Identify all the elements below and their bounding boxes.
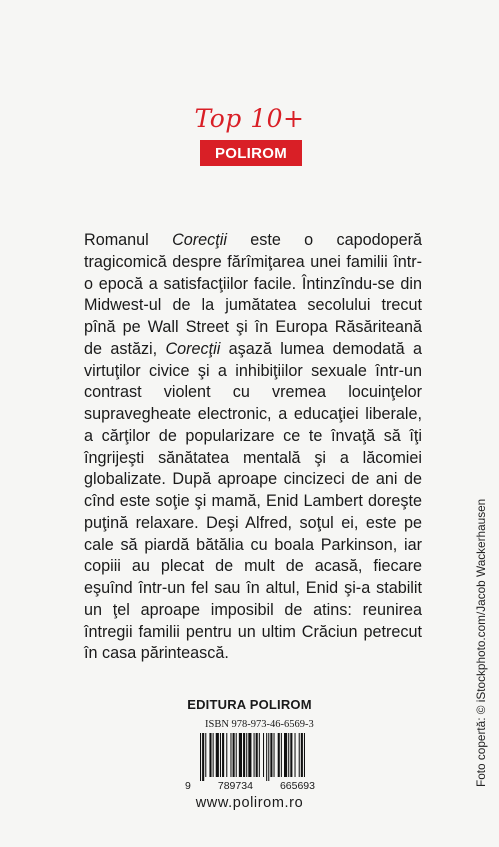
isbn-text: ISBN 978-973-46-6569-3 — [205, 719, 314, 730]
barcode-bar — [268, 733, 269, 781]
barcode — [198, 733, 306, 781]
barcode-bar — [216, 733, 219, 777]
barcode-bar — [284, 733, 287, 777]
barcode-bar — [256, 733, 258, 777]
series-logo: Top 10+ — [194, 104, 305, 133]
barcode-bar — [254, 733, 255, 777]
barcode-bar — [230, 733, 231, 777]
barcode-bar — [304, 733, 305, 777]
book-title-repeat: Corecţii — [165, 339, 221, 358]
barcode-bar — [236, 733, 237, 777]
publisher-logo — [200, 140, 302, 166]
barcode-bar — [270, 733, 272, 777]
barcode-bar — [205, 733, 206, 777]
barcode-bar — [243, 733, 245, 777]
website-url: www.polirom.ro — [195, 795, 304, 811]
barcode-bar — [200, 733, 201, 781]
barcode-digit-group-right: 665693 — [279, 780, 315, 792]
barcode-bar — [220, 733, 221, 777]
barcode-bar — [274, 733, 275, 777]
barcode-bar — [246, 733, 247, 777]
barcode-bar — [239, 733, 242, 777]
barcode-bar — [248, 733, 251, 777]
barcode-bar — [290, 733, 292, 777]
barcode-bar — [226, 733, 227, 777]
blurb-body: aşază lumea demodată a virtuţilor civice şi a inhibiţiilor sexuale într-un contrast violent cu vremea locuinţelor supravegheate electronic, a educaţiei liberale, a cărţilor de popularizare ce te învaţă să îţi îngrijeşti sănătatea mentală şi a lăcomiei globalizate. După aproape cincizeci de ani de cînd este soţie şi mamă, Enid Lambert doreşte puţină relaxare. Deşi Alfred, soţul ei, este pe cale să piardă bătălia cu boala Parkinson, iar copiii au plecat de mult de acasă, fiecare eşuînd într-un fel sau în altul, Enid şi-a stabilit un ţel aproape imposibil de atins: reunirea întregii familii pentru un ultim Crăciun petrecut în casa părintească. — [84, 339, 422, 663]
barcode-bar — [263, 733, 264, 777]
blurb-intro: Romanul — [84, 231, 173, 249]
book-title: Corecţii — [172, 231, 227, 249]
barcode-bar — [266, 733, 267, 781]
barcode-bar — [299, 733, 300, 777]
barcode-bar — [288, 733, 289, 777]
barcode-bar — [202, 733, 204, 781]
barcode-digit-prefix: 9 — [185, 780, 191, 792]
barcode-bar — [209, 733, 211, 777]
barcode-bar — [295, 733, 296, 777]
photo-credit: Foto copertă: © iStockphoto.com/Jacob Wackerhausen — [474, 498, 488, 787]
blurb-middle: este o capodoperă tragicomică despre fărîmiţarea unei familii într-o epocă a satisfacţiilor facile. Întinzîndu-se din Midwest-ul de la jumătatea secolului trecut pînă pe Wall Street şi în Europa Răsăriteană de astăzi, — [84, 231, 422, 358]
barcode-digits — [185, 780, 315, 792]
publisher-name: EDITURA POLIROM — [187, 697, 312, 712]
barcode-bar — [213, 733, 214, 777]
barcode-bar — [278, 733, 280, 777]
barcode-bar — [233, 733, 235, 777]
barcode-bar — [222, 733, 224, 777]
publisher-logo-text: POLIROM — [214, 144, 288, 162]
barcode-bar — [301, 733, 303, 777]
back-cover-blurb — [84, 230, 422, 665]
barcode-digit-group-left: 789734 — [217, 780, 253, 792]
barcode-bar — [281, 733, 282, 777]
barcode-bar — [259, 733, 260, 777]
